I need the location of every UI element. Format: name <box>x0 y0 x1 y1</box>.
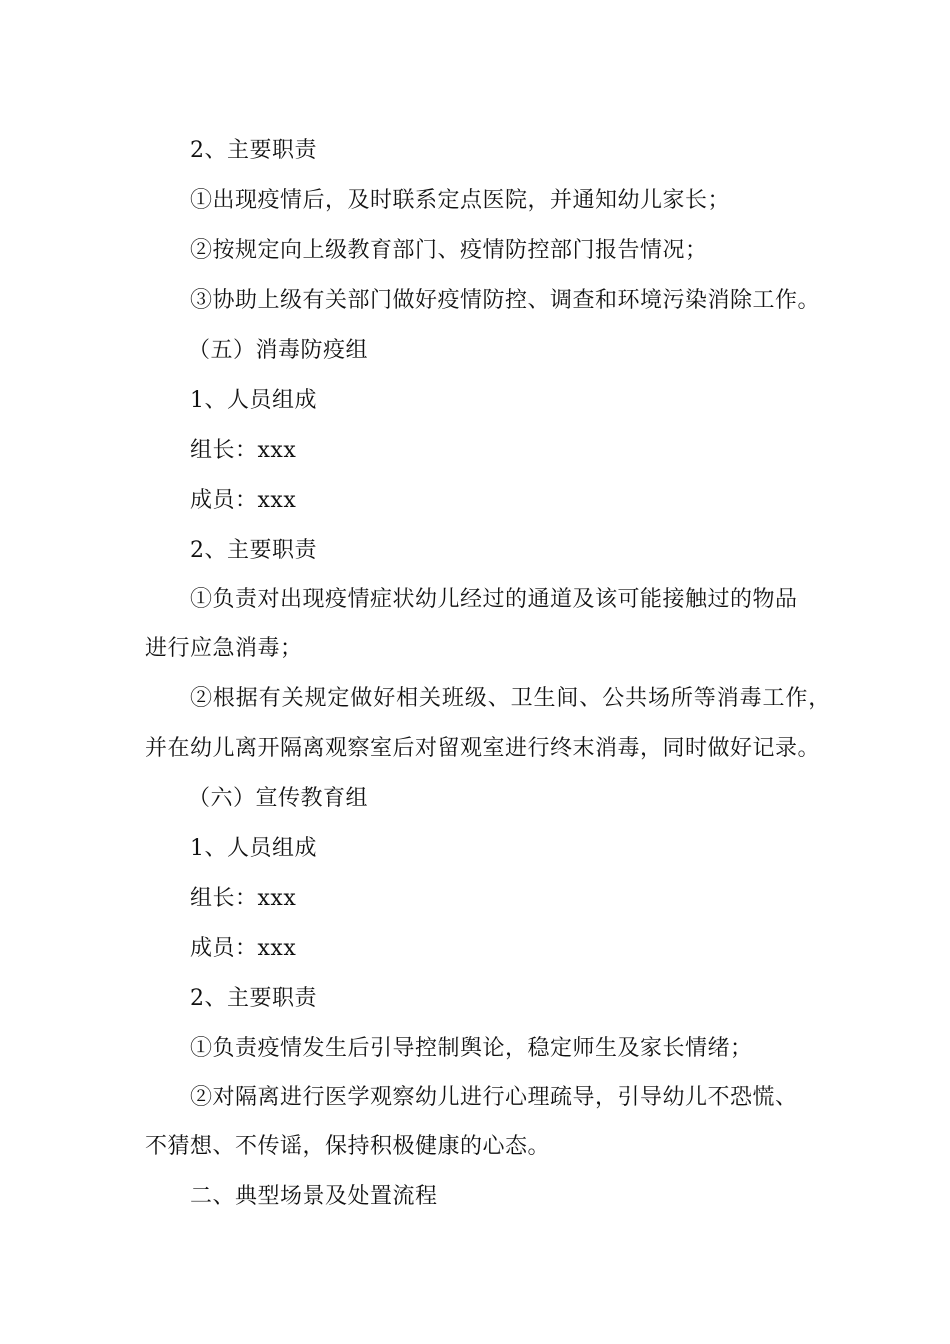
duty-item-2-continued: 并在幼儿离开隔离观察室后对留观室进行终末消毒，同时做好记录。 <box>145 736 821 761</box>
group-members: 成员：xxx <box>190 936 297 961</box>
duty-item-1: ①负责对出现疫情症状幼儿经过的通道及该可能接触过的物品 <box>190 587 798 612</box>
chapter-heading: 二、典型场景及处置流程 <box>190 1184 438 1209</box>
duty-item-1: ①负责疫情发生后引导控制舆论，稳定师生及家长情绪； <box>190 1036 753 1061</box>
group-heading-disinfection: （五）消毒防疫组 <box>188 338 369 363</box>
duty-item-2-continued: 不猜想、不传谣，保持积极健康的心态。 <box>145 1134 551 1159</box>
section-duties-heading: 2、主要职责 <box>190 986 317 1011</box>
duty-item-2: ②按规定向上级教育部门、疫情防控部门报告情况； <box>190 238 708 263</box>
group-leader: 组长：xxx <box>190 886 297 911</box>
section-duties-heading: 2、主要职责 <box>190 138 317 163</box>
duty-item-2: ②对隔离进行医学观察幼儿进行心理疏导，引导幼儿不恐慌、 <box>190 1085 798 1110</box>
duty-item-1: ①出现疫情后，及时联系定点医院，并通知幼儿家长； <box>190 188 731 213</box>
group-members: 成员：xxx <box>190 488 297 513</box>
duty-item-3: ③协助上级有关部门做好疫情防控、调查和环境污染消除工作。 <box>190 288 821 313</box>
duty-item-2: ②根据有关规定做好相关班级、卫生间、公共场所等消毒工作， <box>190 686 832 711</box>
members-heading: 1、人员组成 <box>190 836 317 861</box>
group-leader: 组长：xxx <box>190 438 297 463</box>
members-heading: 1、人员组成 <box>190 388 317 413</box>
duty-item-1-continued: 进行应急消毒； <box>145 636 303 661</box>
group-heading-publicity: （六）宣传教育组 <box>188 786 369 811</box>
section-duties-heading: 2、主要职责 <box>190 538 317 563</box>
